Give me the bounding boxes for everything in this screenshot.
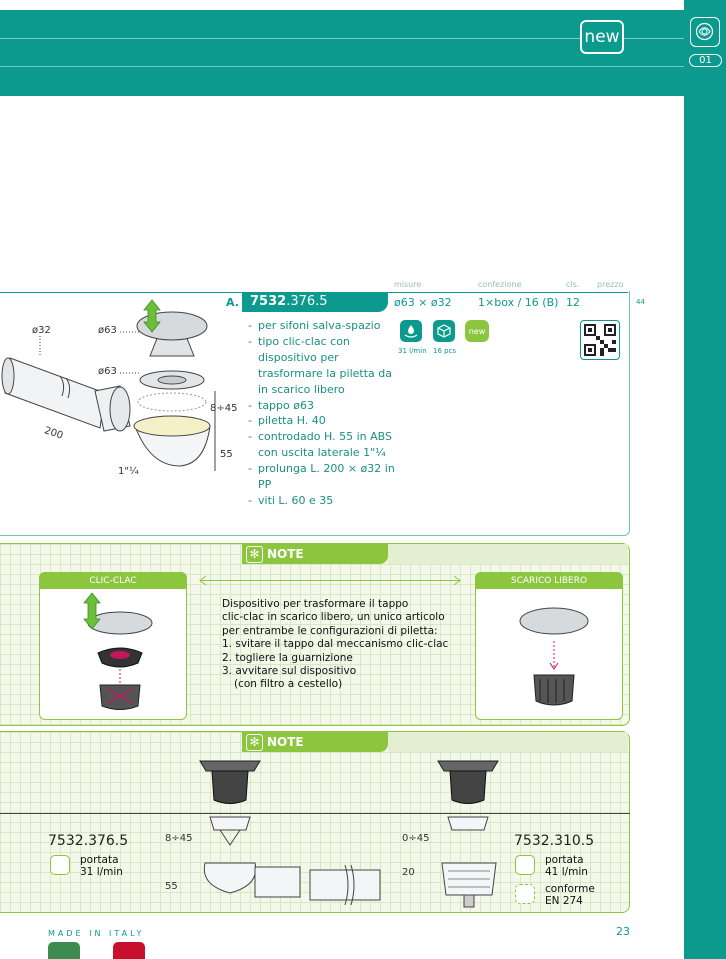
col-confezione: confezione: [478, 280, 522, 289]
scarico-libero-drawing: [506, 593, 596, 718]
product-description: [248, 318, 398, 509]
col-misure: misure: [394, 280, 422, 289]
conforme-label: conforme: [545, 883, 595, 895]
flow-icon: [515, 855, 535, 875]
desc-item: - tappo ø63: [248, 398, 398, 414]
flow-icon: [400, 320, 422, 342]
note-line: 2. togliere la guarnizione: [222, 651, 353, 664]
side-strip: [684, 0, 726, 959]
note-line: Dispositivo per trasformare il tappo: [222, 598, 409, 610]
misure-value: ø63 × ø32: [394, 296, 452, 309]
page-ref[interactable]: 44: [636, 298, 645, 306]
scarico-libero-box: [475, 572, 623, 720]
note-tab: [242, 732, 388, 752]
clic-clac-box: [39, 572, 187, 720]
dim-d63-top: ø63: [98, 325, 117, 336]
note-line: (con filtro a cestello): [234, 678, 343, 691]
dim-d32: ø32: [32, 325, 51, 336]
code-main: 7532: [250, 294, 287, 309]
col-cls: cls.: [566, 280, 580, 289]
rose-logo-icon: [690, 17, 720, 47]
section-tab[interactable]: 01: [689, 54, 722, 67]
desc-item: - controdado H. 55 in ABS con uscita laterale 1"¼: [248, 429, 398, 461]
dim-h845: 8÷45: [210, 403, 238, 414]
desc-item: - prolunga L. 200 × ø32 in PP: [248, 461, 398, 493]
new-tag: new: [465, 320, 489, 342]
left-product-code: 7532.376.5: [48, 833, 129, 849]
flow-icon: [50, 855, 70, 875]
product-letter: A.: [226, 296, 239, 309]
portata-label: portata: [545, 854, 584, 866]
desc-item: - tipo clic-clac con dispositivo per trasformare la piletta da in scarico libero: [248, 334, 398, 398]
left-range: 8÷45: [165, 833, 193, 844]
note-line: clic-clac in scarico libero, un unico articolo: [222, 611, 445, 624]
note-line: 3. avvitare sul dispositivo: [222, 665, 357, 678]
conforme-text: [545, 883, 595, 907]
box-caption: 16 pcs: [433, 347, 457, 355]
note-line: 1. svitare il tappo dal meccanismo clic-clac: [222, 638, 449, 651]
new-badge: new: [580, 20, 624, 54]
confezione-value: 1×box / 16 (B): [478, 296, 559, 309]
left-portata: [80, 854, 123, 878]
norm-icon: [515, 884, 535, 904]
right-assembly-drawing: [430, 755, 510, 910]
right-product-code: 7532.310.5: [514, 833, 595, 849]
cls-value: 12: [566, 296, 580, 309]
desc-item: - viti L. 60 e 35: [248, 493, 398, 509]
portata-value: 41 l/min: [545, 866, 588, 878]
note-bar: [388, 544, 628, 564]
portata-value: 31 l/min: [80, 866, 123, 878]
right-20: 20: [402, 867, 415, 878]
dim-outlet: 1"¼: [118, 466, 139, 477]
note-tab: [242, 544, 388, 564]
dim-d63-mid: ø63: [98, 366, 117, 377]
box-icon: [433, 320, 455, 342]
desc-item: - per sifoni salva-spazio: [248, 318, 398, 334]
asterisk-icon: ✻: [246, 546, 263, 563]
note-line: per entrambe le configurazioni di piletta:: [222, 624, 438, 637]
box-title: CLIC-CLAC: [39, 572, 187, 589]
right-range: 0÷45: [402, 833, 430, 844]
right-portata: [545, 854, 588, 878]
code-rest: .376.5: [286, 294, 328, 309]
note-instructions: [222, 598, 462, 692]
arrow-heads: [196, 575, 466, 587]
note-title: NOTE: [267, 735, 304, 749]
norm-value: EN 274: [545, 895, 583, 907]
note-title: NOTE: [267, 547, 304, 561]
flow-caption: 31 l/min: [398, 347, 427, 355]
flag-green: [48, 942, 80, 959]
header-line: [0, 66, 684, 67]
asterisk-icon: ✻: [246, 734, 263, 751]
dim-h55: 55: [220, 449, 233, 460]
note-bar: [388, 732, 628, 752]
flag-red: [113, 942, 145, 959]
left-55: 55: [165, 881, 178, 892]
dim-len200: 200: [42, 425, 65, 442]
col-prezzo: prezzo: [597, 280, 624, 289]
page-number: 23: [616, 925, 630, 938]
made-in-italy: MADE IN ITALY: [48, 929, 145, 938]
portata-label: portata: [80, 854, 119, 866]
box-title: SCARICO LIBERO: [475, 572, 623, 589]
desc-item: - piletta H. 40: [248, 413, 398, 429]
qr-code-icon[interactable]: [580, 320, 620, 360]
clic-clac-drawing: [70, 591, 160, 716]
product-code: [242, 292, 388, 312]
